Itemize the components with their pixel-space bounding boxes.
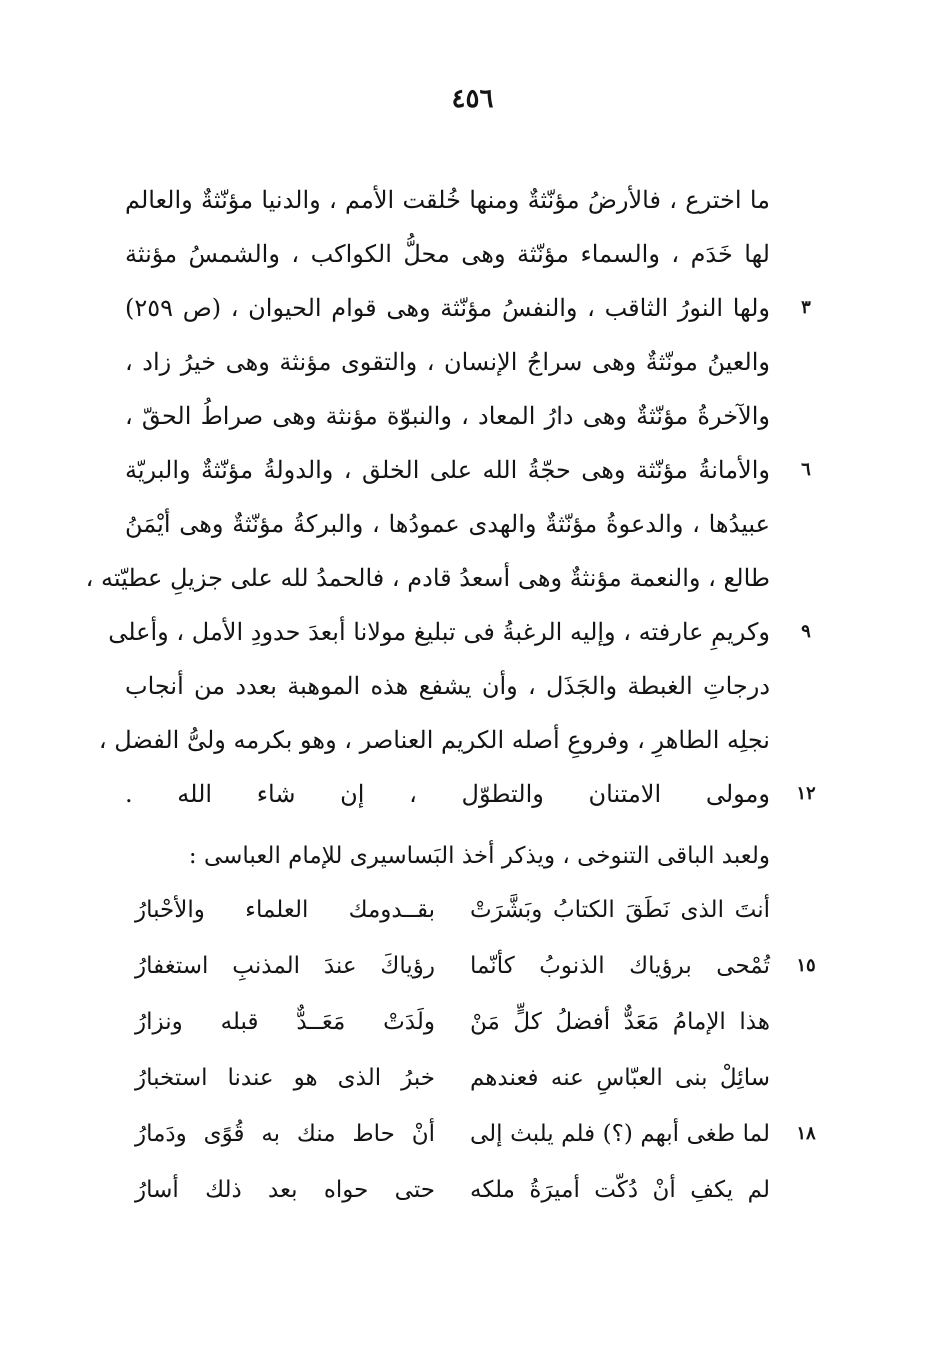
prose-line-text: والعينُ مونّثةٌ وهى سراجُ الإنسان ، والتقوى مؤنثة وهى خيرُ زاد ، [125, 348, 770, 376]
line-number: ١٨ [796, 1123, 816, 1144]
verse-second-hemistich: بقــدومك العلماء والأحْبارُ [135, 897, 435, 923]
prose-line-text: ومولى الامتنان والتطوّل ، إن شاء الله . [125, 780, 770, 808]
prose-line [0, 232, 945, 286]
verse [0, 1000, 945, 1056]
prose-line-text: عبيدُها ، والدعوةُ مؤنّثةٌ والهدى عمودُها ، والبركةُ مؤنّثةٌ وهى أيْمَنُ [125, 510, 770, 538]
verse [0, 944, 945, 1000]
line-number: ٦ [801, 459, 811, 480]
verse-second-hemistich: أنْ حاط منك به قُوًى ودَمارُ [135, 1121, 435, 1147]
page-number: ٤٥٦ [451, 84, 494, 114]
prose-line [0, 502, 945, 556]
prose-line-text: والأمانةُ مؤنّثة وهى حجّةُ الله على الخلق ، والدولةُ مؤنّثةٌ والبريّة [125, 456, 770, 484]
prose-line [0, 340, 945, 394]
line-number: ٩ [801, 621, 811, 642]
prose-line-text: نجلِه الطاهرِ ، وفروعِ أصله الكريم العناصر ، وهو بكرمه ولىُّ الفضل ، [98, 726, 770, 754]
verse-first-hemistich: لما طغى أبهم (؟) فلم يلبث إلى [470, 1121, 770, 1147]
verse-first-hemistich: هذا الإمامُ مَعَدٌّ أفضلُ كلٍّ مَنْ [470, 1009, 770, 1035]
prose-line [0, 178, 945, 232]
verse-first-hemistich: تُمْحى برؤياك الذنوبُ كأنّما [470, 953, 770, 979]
prose-line-text: لها خَدَم ، والسماء مؤنّثة وهى محلُّ الكواكب ، والشمسُ مؤنثة [125, 240, 770, 268]
line-number: ١٢ [796, 783, 816, 804]
verse [0, 888, 945, 944]
prose-line-text: طالع ، والنعمة مؤنثةٌ وهى أسعدُ قادم ، فالحمدُ لله على جزيلِ عطيّته ، [85, 564, 770, 592]
prose-line-text: والآخرةُ مؤنّثةٌ وهى دارُ المعاد ، والنبوّة مؤنثة وهى صراطُ الحقّ ، [125, 402, 770, 430]
verse [0, 1168, 945, 1224]
prose-line [0, 718, 945, 772]
prose-line [0, 394, 945, 448]
poem-block [0, 888, 945, 1224]
poem-introduction: ولعبد الباقى التنوخى ، ويذكر أخذ البَساسيرى للإمام العباسى : [188, 843, 770, 869]
prose-line [0, 610, 945, 664]
verse-second-hemistich: رؤياكَ عندَ المذنبِ استغفارُ [135, 953, 435, 979]
verse [0, 1112, 945, 1168]
verse-first-hemistich: سائِلْ بنى العبّاسِ عنه فعندهم [470, 1065, 770, 1091]
prose-line-text: ما اخترع ، فالأرضُ مؤنّثةٌ ومنها خُلقت الأمم ، والدنيا مؤنّثةٌ والعالم [125, 186, 770, 214]
prose-line-text: وكريمِ عارفته ، وإليه الرغبةُ فى تبليغ مولانا أبعدَ حدودِ الأمل ، وأعلى [108, 618, 770, 646]
verse-second-hemistich: ولَدَتْ مَعَــدٌّ قبله ونزارُ [135, 1009, 435, 1035]
prose-line-text: ولها النورُ الثاقب ، والنفسُ مؤنّثة وهى قوام الحيوان ، (ص ٢٥٩) [125, 294, 771, 322]
verse-second-hemistich: حتى حواه بعد ذلك أسارُ [135, 1177, 435, 1203]
prose-line [0, 664, 945, 718]
prose-line [0, 772, 945, 826]
prose-line-text: درجاتِ الغبطة والجَذَل ، وأن يشفع هذه الموهبة بعدد من أنجاب [125, 672, 770, 700]
verse-first-hemistich: لم يكفِ أنْ دُكّت أميرَةُ ملكه [470, 1177, 770, 1203]
line-number: ٣ [801, 297, 811, 318]
prose-line [0, 556, 945, 610]
line-number: ١٥ [796, 955, 816, 976]
verse-first-hemistich: أنتَ الذى نَطَقَ الكتابُ وبَشَّرَتْ [470, 897, 770, 923]
verse-second-hemistich: خبرُ الذى هو عندنا استخبارُ [135, 1065, 435, 1091]
verse [0, 1056, 945, 1112]
prose-line [0, 286, 945, 340]
prose-block [0, 178, 945, 826]
prose-line [0, 448, 945, 502]
